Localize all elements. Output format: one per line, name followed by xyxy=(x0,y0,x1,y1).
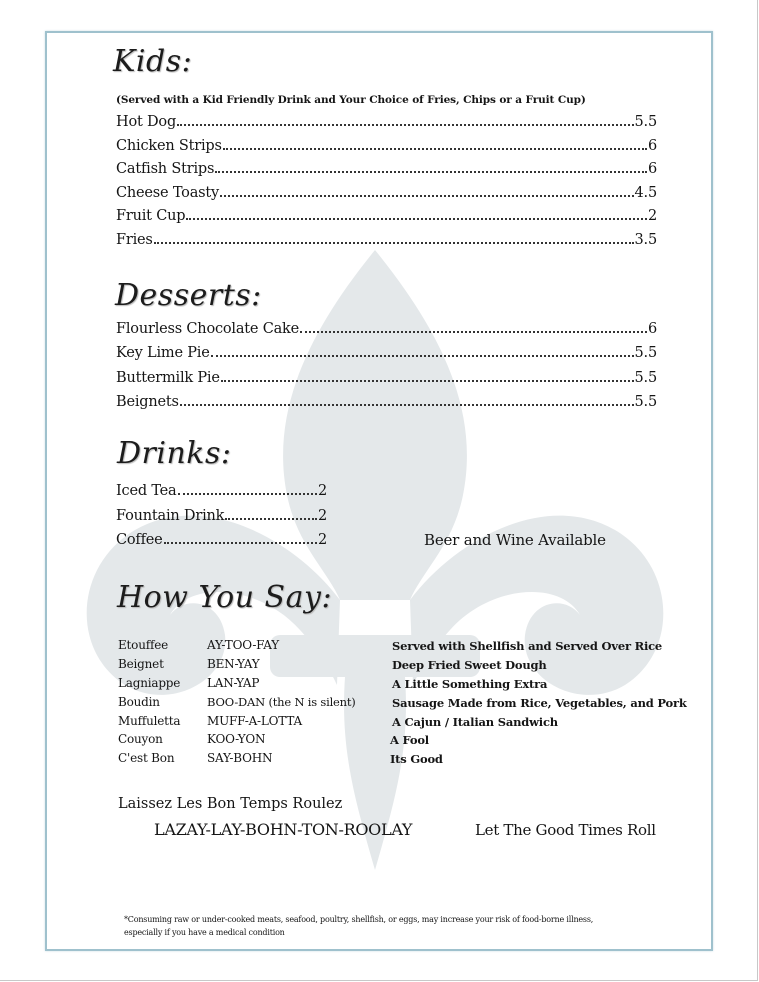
beer-wine-note: Beer and Wine Available xyxy=(424,531,606,549)
item-price: 5.5 xyxy=(634,370,657,386)
item-name: Fountain Drink xyxy=(116,508,225,524)
menu-item-buttermilk-pie xyxy=(116,370,657,386)
dot-leader xyxy=(178,493,317,495)
item-name: Fruit Cup xyxy=(116,208,186,224)
item-price: 5.5 xyxy=(634,345,657,361)
pronunciation-boudin: BOO-DAN (the N is silent) xyxy=(207,695,356,709)
dot-leader xyxy=(177,124,633,126)
item-name: Coffee xyxy=(116,532,163,548)
menu-item-coffee xyxy=(116,532,327,548)
dot-leader xyxy=(221,380,634,382)
menu-item-fries xyxy=(116,232,657,248)
saying-french: Laissez Les Bon Temps Roulez xyxy=(118,796,343,812)
dot-leader xyxy=(164,542,317,544)
disclaimer-line-1: *Consuming raw or under-cooked meats, seafood, poultry, shellfish, or eggs, may increase your risk of food-borne illness, xyxy=(124,915,594,924)
food-safety-disclaimer xyxy=(124,913,644,939)
saying-meaning: Let The Good Times Roll xyxy=(475,821,656,839)
item-price: 2 xyxy=(647,208,657,224)
term-muffuletta: Muffuletta xyxy=(118,714,181,728)
item-name: Hot Dog xyxy=(116,114,177,130)
menu-item-iced-tea xyxy=(116,483,327,499)
item-price: 2 xyxy=(317,508,327,524)
item-name: Fries xyxy=(116,232,153,248)
how-you-say-heading: How You Say: xyxy=(117,580,333,615)
menu-item-cheese-toasty xyxy=(116,185,657,201)
kids-heading: Kids: xyxy=(113,44,193,79)
item-name: Iced Tea xyxy=(116,483,177,499)
menu-item-catfish-strips xyxy=(116,161,657,177)
item-price: 3.5 xyxy=(634,232,657,248)
pronunciation-couyon: KOO-YON xyxy=(207,732,266,746)
meaning-etouffee: Served with Shellfish and Served Over Rice xyxy=(392,639,663,653)
menu-item-beignets xyxy=(116,394,657,410)
item-name: Chicken Strips xyxy=(116,138,222,154)
meaning-boudin: Sausage Made from Rice, Vegetables, and Pork xyxy=(392,696,687,710)
pronunciation-muffuletta: MUFF-A-LOTTA xyxy=(207,714,302,728)
drinks-heading: Drinks: xyxy=(117,436,232,471)
menu-item-fountain-drink xyxy=(116,508,327,524)
dot-leader xyxy=(300,331,647,333)
menu-item-flourless-chocolate-cake xyxy=(116,321,657,337)
item-price: 2 xyxy=(317,532,327,548)
menu-item-hot-dog xyxy=(116,114,657,130)
pronunciation-beignet: BEN-YAY xyxy=(207,657,260,671)
term-lagniappe: Lagniappe xyxy=(118,676,181,690)
dot-leader xyxy=(154,242,634,244)
item-name: Flourless Chocolate Cake xyxy=(116,321,300,337)
item-name: Buttermilk Pie xyxy=(116,370,220,386)
term-boudin: Boudin xyxy=(118,695,160,709)
dot-leader xyxy=(220,195,634,197)
item-name: Cheese Toasty xyxy=(116,185,220,201)
dot-leader xyxy=(223,148,647,150)
pronunciation-cest-bon: SAY-BOHN xyxy=(207,751,273,765)
meaning-muffuletta: A Cajun / Italian Sandwich xyxy=(392,715,558,729)
item-price: 5.5 xyxy=(634,114,657,130)
menu-item-key-lime-pie xyxy=(116,345,657,361)
item-price: 6 xyxy=(647,321,657,337)
disclaimer-line-2: especially if you have a medical condition xyxy=(124,928,285,937)
item-price: 2 xyxy=(317,483,327,499)
meaning-lagniappe: A Little Something Extra xyxy=(392,677,548,691)
kids-note: (Served with a Kid Friendly Drink and Your Choice of Fries, Chips or a Fruit Cup) xyxy=(116,94,586,106)
item-name: Beignets xyxy=(116,394,179,410)
dot-leader xyxy=(211,355,634,357)
term-couyon: Couyon xyxy=(118,732,163,746)
item-price: 4.5 xyxy=(634,185,657,201)
pronunciation-lagniappe: LAN-YAP xyxy=(207,676,260,690)
dot-leader xyxy=(186,218,647,220)
desserts-heading: Desserts: xyxy=(115,278,262,313)
item-name: Key Lime Pie xyxy=(116,345,210,361)
item-name: Catfish Strips xyxy=(116,161,215,177)
menu-item-fruit-cup xyxy=(116,208,657,224)
meaning-beignet: Deep Fried Sweet Dough xyxy=(392,658,547,672)
term-beignet: Beignet xyxy=(118,657,164,671)
meaning-couyon: A Fool xyxy=(390,733,429,747)
dot-leader xyxy=(225,518,317,520)
term-etouffee: Etouffee xyxy=(118,638,169,652)
menu-item-chicken-strips xyxy=(116,138,657,154)
term-cest-bon: C'est Bon xyxy=(118,751,175,765)
dot-leader xyxy=(215,171,647,173)
item-price: 5.5 xyxy=(634,394,657,410)
saying-pronunciation: LAZAY-LAY-BOHN-TON-ROOLAY xyxy=(154,820,413,839)
pronunciation-etouffee: AY-TOO-FAY xyxy=(207,638,279,652)
item-price: 6 xyxy=(647,138,657,154)
dot-leader xyxy=(180,404,634,406)
item-price: 6 xyxy=(647,161,657,177)
meaning-cest-bon: Its Good xyxy=(390,752,443,766)
